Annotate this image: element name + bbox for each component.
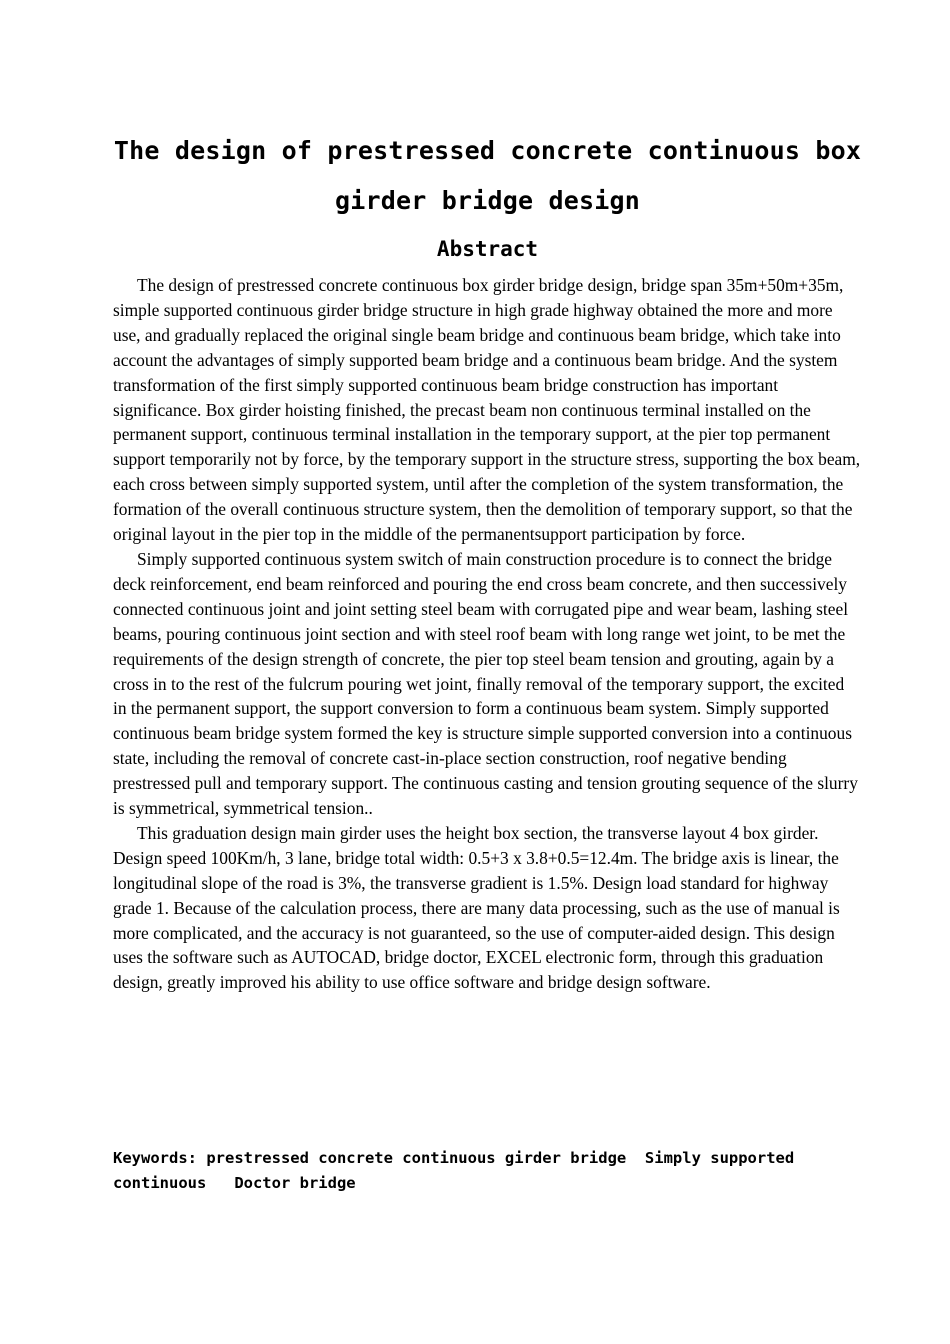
- title-line-1: The design of prestressed concrete continuous box: [113, 136, 862, 165]
- keywords-line: Keywords: prestressed concrete continuous girder bridge Simply supported continuous Doctor bridge: [113, 1149, 804, 1192]
- abstract-paragraph-2: Simply supported continuous system switch of main construction procedure is to connect the bridge deck reinforcement, end beam reinforced and pouring the end cross beam concrete, and then successively connected continuous joint and joint setting steel beam with corrugated pipe and wear beam, lashing steel beams, pouring continuous joint section and with steel roof beam with long range wet joint, to be met the requirements of the design strength of concrete, the pier top steel beam tension and grouting, again by a cross in to the rest of the fulcrum pouring wet joint, finally removal of the temporary support, the excited in the permanent support, the support conversion to form a continuous beam system. Simply supported continuous beam bridge system formed the key is structure simple supported conversion into a continuous state, including the removal of concrete cast-in-place section construction, roof negative bending prestressed pull and temporary support. The continuous casting and tension grouting sequence of the slurry is symmetrical, symmetrical tension..: [113, 548, 858, 819]
- abstract-body: [113, 273, 861, 995]
- abstract-heading: Abstract: [436, 237, 539, 261]
- abstract-paragraph-1: The design of prestressed concrete continuous box girder bridge design, bridge span 35m+50m+35m, simple supported continuous girder bridge structure in high grade highway obtained the more and more use, and gradually replaced the original single beam bridge and continuous beam bridge, which take into account the advantages of simply supported beam bridge and a continuous beam bridge. And the system transformation of the first simply supported continuous beam bridge construction has important significance. Box girder hoisting finished, the precast beam non continuous terminal installed on the permanent support, continuous terminal installation in the temporary support, at the pier top permanent support temporarily not by force, by the temporary support in the structure stress, supporting the box beam, each cross between simply supported system, until after the completion of the system transformation, the formation of the overall continuous structure system, then the demolition of temporary support, so that the original layout in the pier top in the middle of the permanentsupport participation by force.: [113, 275, 861, 545]
- title-line-2: girder bridge design: [334, 186, 641, 215]
- paper-title: [100, 126, 875, 226]
- abstract-paragraph-3: This graduation design main girder uses the height box section, the transverse layout 4 box girder. Design speed 100Km/h, 3 lane, bridge total width: 0.5+3 x 3.8+0.5=12.4m. The bridge axis is linear, the longitudinal slope of the road is 3%, the transverse gradient is 1.5%. Design load standard for highway grade 1. Because of the calculation process, there are many data processing, such as the use of manual is more complicated, and the accuracy is not guaranteed, so the use of computer-aided design. This design uses the software such as AUTOCAD, bridge doctor, EXCEL electronic form, through this graduation design, greatly improved his ability to use office software and bridge design software.: [113, 822, 840, 993]
